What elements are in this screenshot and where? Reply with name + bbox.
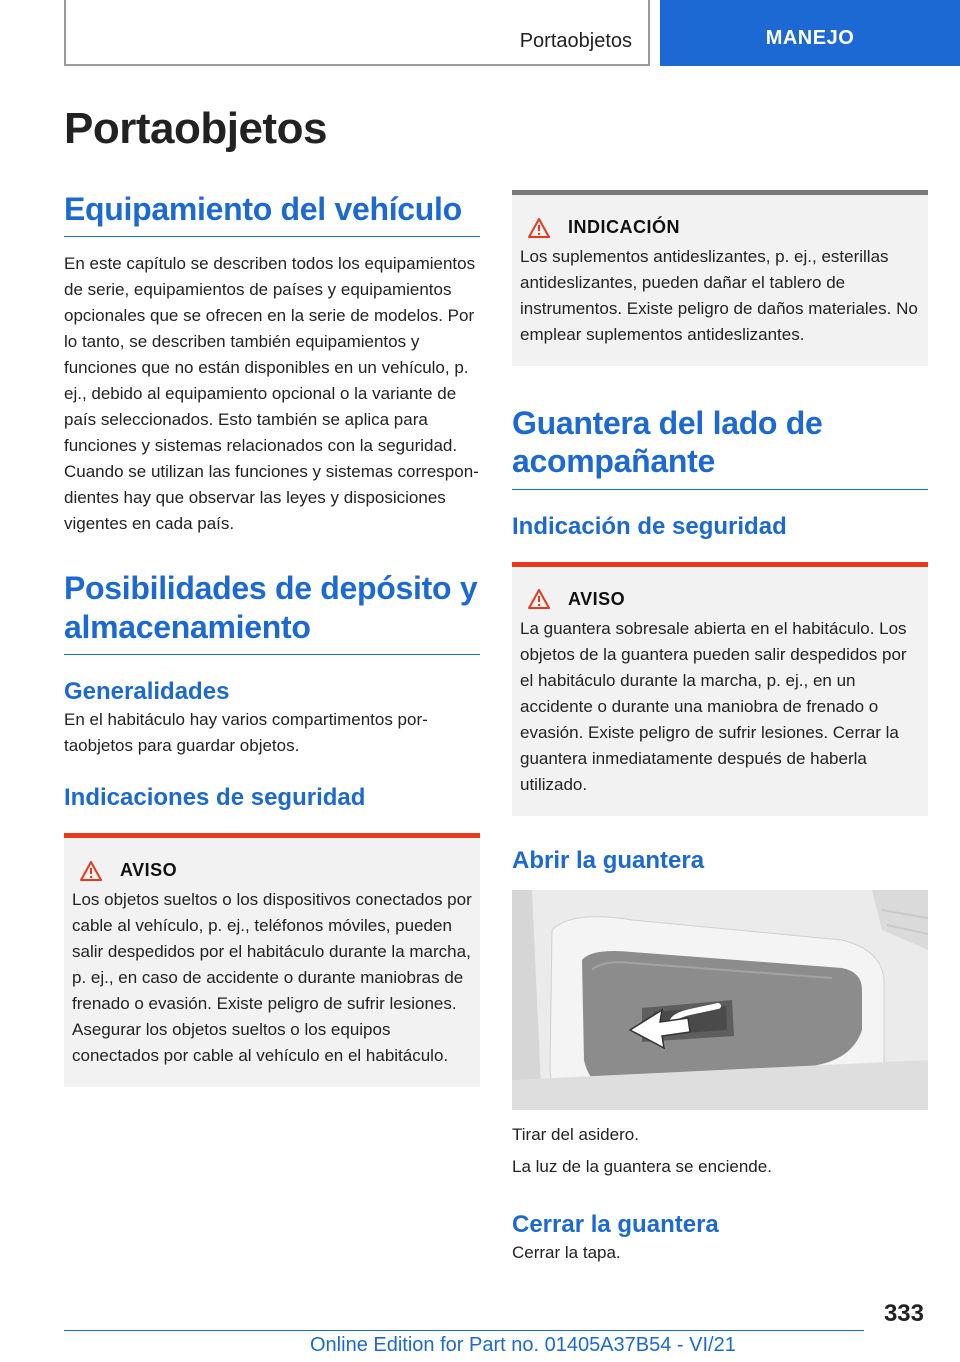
- paragraph-abrir-1: Tirar del asidero.: [512, 1124, 639, 1144]
- heading-generalidades: Generalidades: [64, 678, 230, 706]
- warning-triangle-icon: [80, 861, 102, 881]
- page-title: Portaobjetos: [64, 104, 327, 153]
- glovebox-illustration: [512, 890, 928, 1110]
- heading-equipamiento: Equipamiento del vehículo: [64, 190, 480, 237]
- notice-header: [520, 217, 920, 238]
- notice-title: INDICACIÓN: [568, 217, 680, 237]
- header-section-box: [64, 0, 650, 66]
- notice-title: AVISO: [568, 588, 626, 609]
- notice-aviso-left: [64, 833, 480, 1087]
- page-header: [0, 0, 960, 66]
- paragraph-equipamiento: En este capítulo se describen todos los equipamientos de serie, equipamientos de países y equipamientos opcionales que se ofrecen en la serie de modelos. Por lo tanto, se describen también equipamientos y funciones que no están disponibles en un vehículo, p. ej., debido al equipamiento opcional o la variante de país seleccionados. Esto también se aplica para funciones y sistemas relacionados con la seguridad. Cuando se utilizan las funciones y sistemas correspondientes hay que observar las leyes y disposiciones vigentes en cada país.: [64, 254, 479, 534]
- left-column: [64, 190, 480, 1087]
- heading-abrir: Abrir la guantera: [512, 846, 705, 874]
- notice-text: La guantera sobresale abierta en el habitáculo. Los objetos de la guantera pueden salir despedidos por el habitáculo durante la marcha, p. ej., en un accidente o durante una maniobra de frenado o evasión. Existe peligro de sufrir lesiones. Cerrar la guantera inmediatamente después de haberla utilizado.: [520, 618, 907, 794]
- warning-triangle-icon: [528, 589, 550, 609]
- heading-guantera: Guantera del lado de acompañante: [512, 404, 928, 490]
- notice-indicacion: [512, 190, 928, 366]
- footer-edition[interactable]: Online Edition for Part no. 01405A37B54 - VI/21: [310, 1334, 736, 1356]
- heading-cerrar: Cerrar la guantera: [512, 1210, 719, 1238]
- warning-triangle-icon: [528, 218, 550, 238]
- heading-indicaciones: Indicaciones de seguridad: [64, 784, 366, 812]
- notice-header: [520, 589, 920, 610]
- footer-divider: [64, 1330, 864, 1331]
- notice-aviso-right: [512, 562, 928, 816]
- paragraph-abrir-2: La luz de la guantera se enciende.: [512, 1156, 772, 1176]
- notice-title: AVISO: [120, 860, 178, 881]
- notice-header: [72, 860, 472, 881]
- heading-indicacion-seguridad: Indicación de seguridad: [512, 512, 787, 540]
- paragraph-cerrar: Cerrar la tapa.: [512, 1242, 621, 1262]
- glovebox-photo: [512, 890, 928, 1110]
- notice-text: Los objetos sueltos o los dispositivos conectados por cable al vehículo, p. ej., teléfonos móviles, pueden salir despedidos por el habitáculo durante la marcha, p. ej., en caso de accidente o durante maniobras de frenado o evasión. Existe peligro de sufrir lesiones. Asegurar los objetos sueltos o los equipos conectados por cable al vehículo en el habitáculo.: [72, 890, 472, 1066]
- page-number: 333: [883, 1300, 924, 1327]
- paragraph-generalidades: En el habitáculo hay varios compartimentos portaobjetos para guardar objetos.: [64, 710, 428, 756]
- header-chapter-tab[interactable]: MANEJO: [660, 0, 960, 66]
- notice-text: Los suplementos antideslizantes, p. ej., esterillas antideslizantes, pueden dañar el tablero de instrumentos. Existe peligro de daños materiales. No emplear suplementos antideslizantes.: [520, 247, 918, 344]
- heading-posibilidades: Posibilidades de depósito y almacenamiento: [64, 569, 480, 655]
- right-column: [512, 190, 928, 1266]
- header-section-title: Portaobjetos: [519, 30, 632, 52]
